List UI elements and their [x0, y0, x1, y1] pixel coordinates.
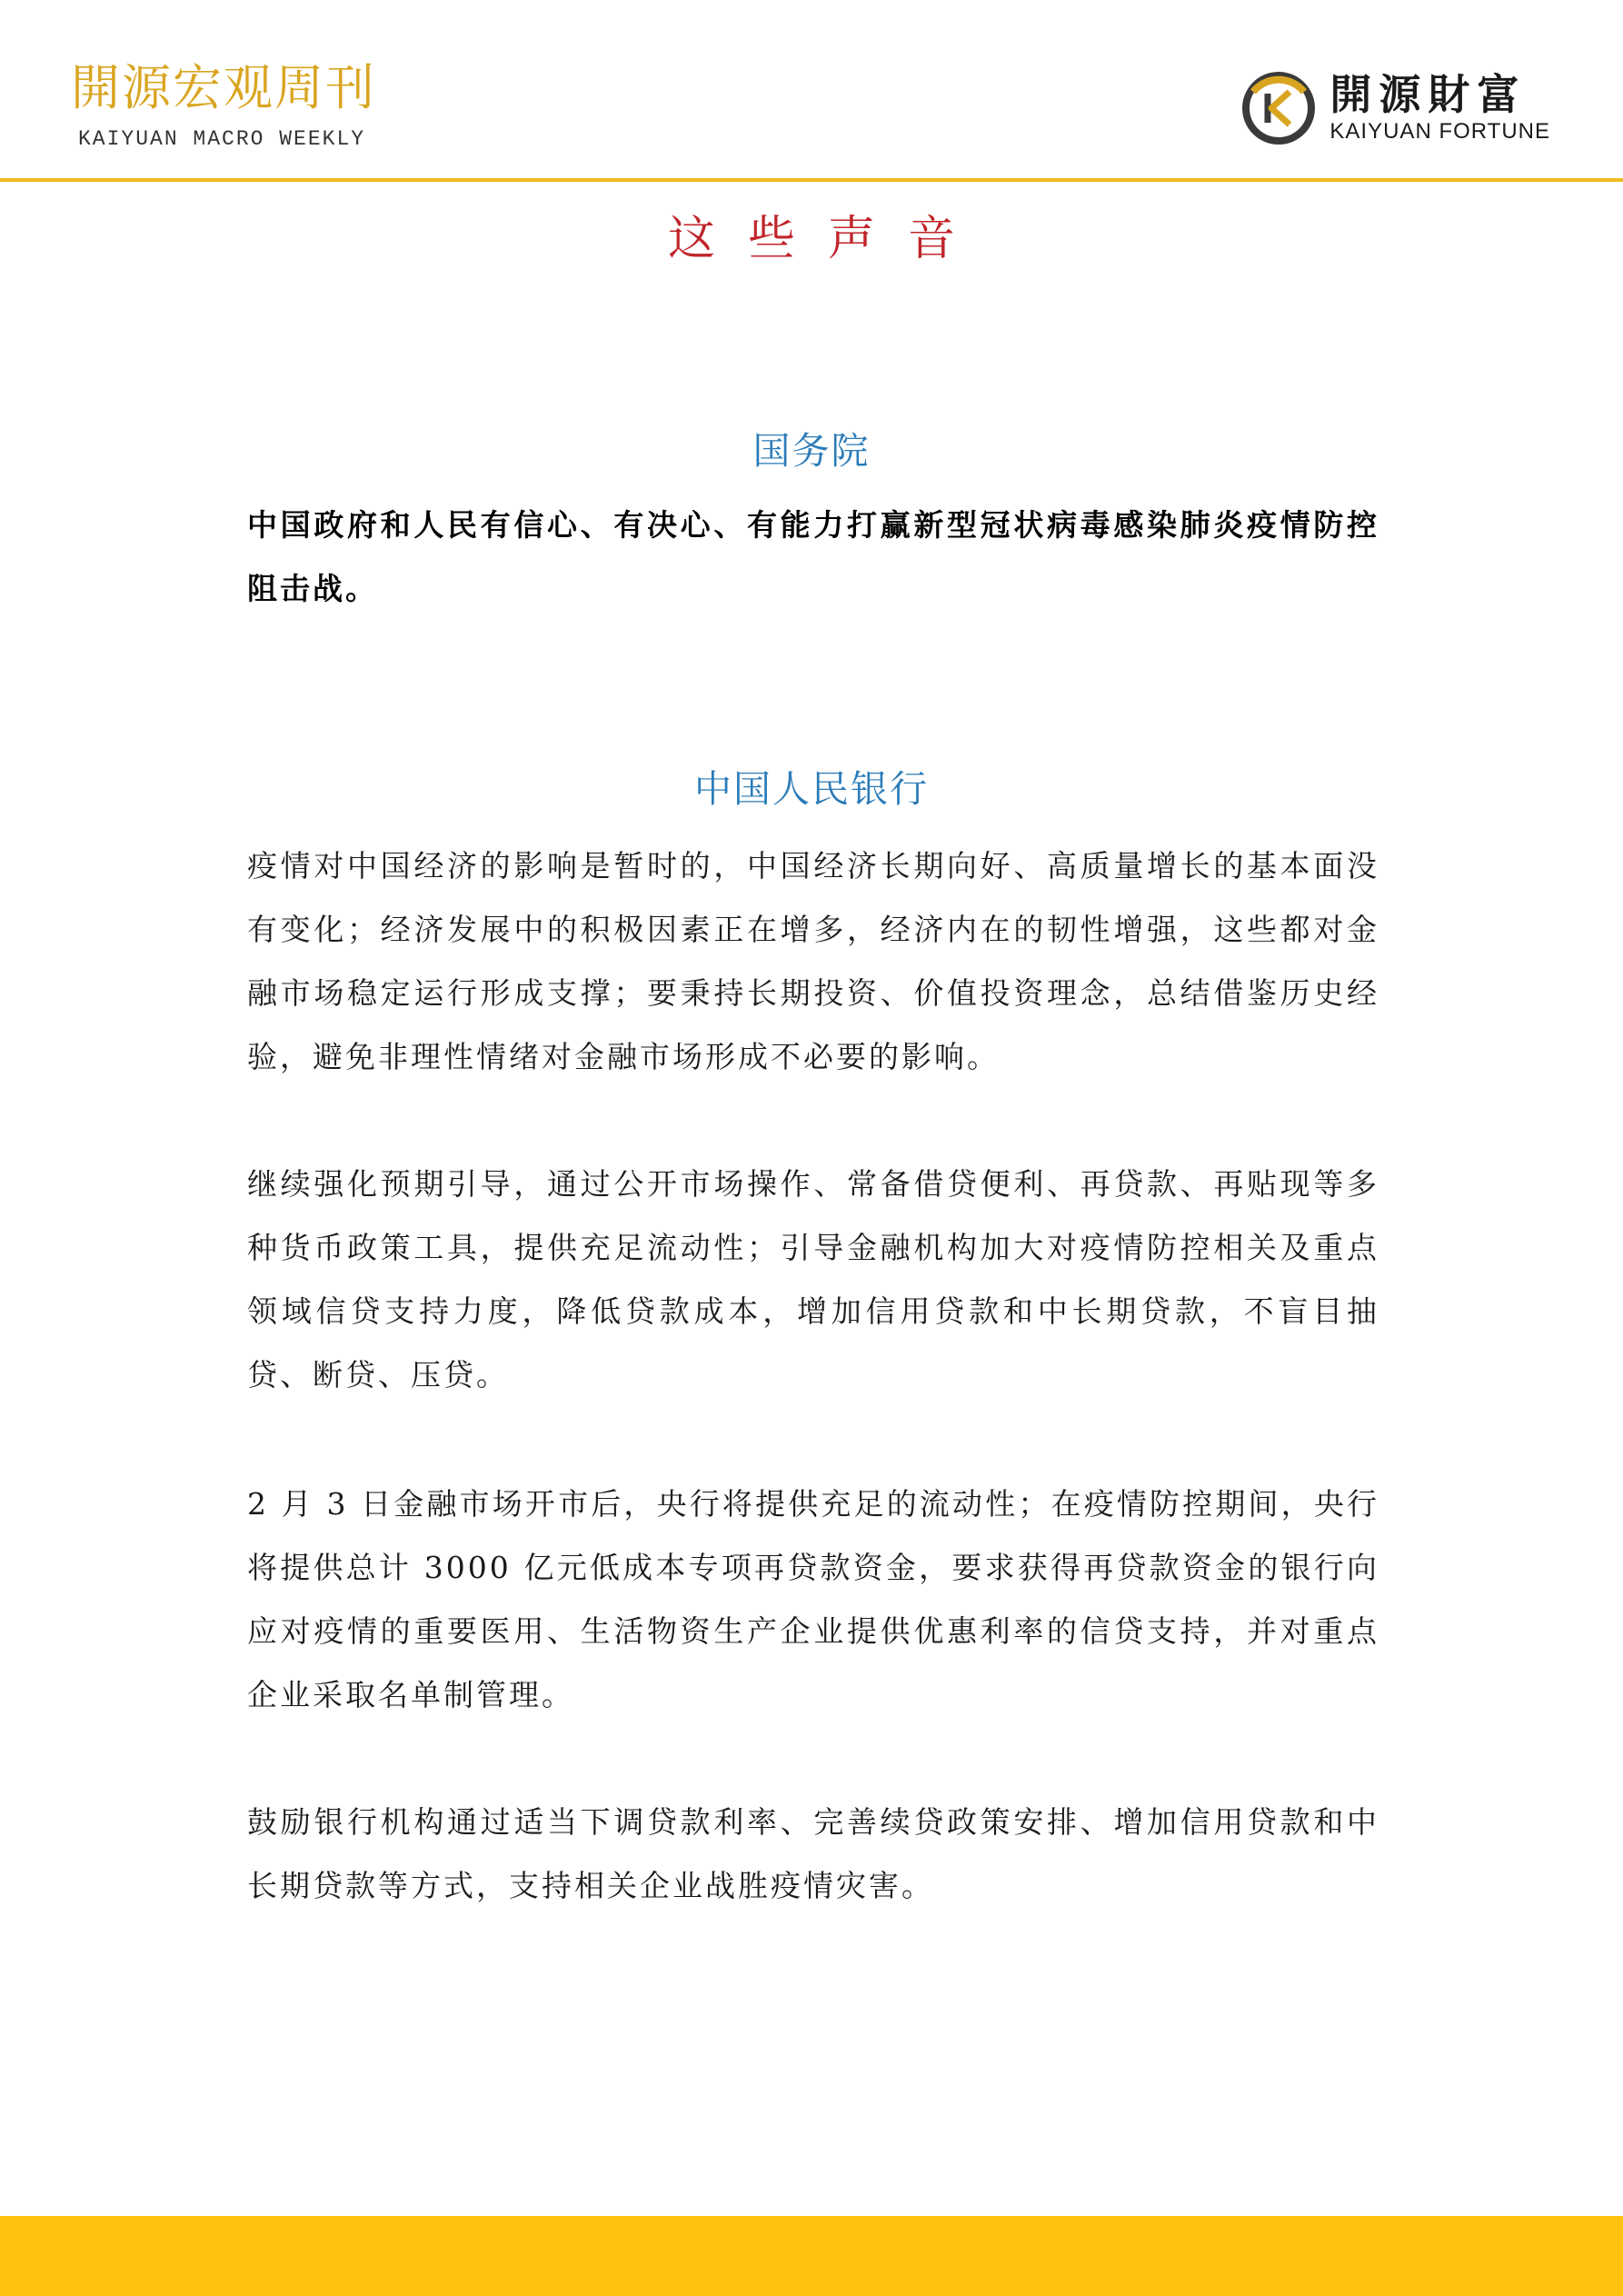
kaiyuan-k-logo-icon	[1240, 70, 1317, 146]
pboc-paragraph-4: 鼓励银行机构通过适当下调贷款利率、完善续贷政策安排、增加信用贷款和中长期贷款等方式，支持相关企业战胜疫情灾害。	[247, 1804, 1379, 1903]
page-title: 这些声音	[667, 212, 988, 266]
header-divider	[0, 178, 1623, 182]
state-council-statement: 中国政府和人民有信心、有决心、有能力打赢新型冠状病毒感染肺炎疫情防控阻击战。	[247, 507, 1379, 606]
brand-logo	[1240, 67, 1550, 149]
publication-subtitle: KAIYUAN MACRO WEEKLY	[78, 127, 366, 151]
publication-title: 開源宏观周刊	[71, 59, 376, 116]
pboc-paragraph-2: 继续强化预期引导，通过公开市场操作、常备借贷便利、再贷款、再贴现等多种货币政策工具，提供充足流动性；引导金融机构加大对疫情防控相关及重点领域信贷支持力度，降低贷款成本，增加信用贷款和中长期贷款，不盲目抽贷、断贷、压贷。	[247, 1166, 1379, 1393]
section-heading-state-council: 国务院	[752, 429, 871, 473]
footer-bar	[0, 2216, 1623, 2296]
section-heading-pboc: 中国人民银行	[694, 767, 929, 811]
pboc-paragraph-1: 疫情对中国经济的影响是暂时的，中国经济长期向好、高质量增长的基本面没有变化；经济发展中的积极因素正在增多，经济内在的韧性增强，这些都对金融市场稳定运行形成支撑；要秉持长期投资、价值投资理念，总结借鉴历史经验，避免非理性情绪对金融市场形成不必要的影响。	[247, 848, 1379, 1074]
brand-name-cn: 開源財富	[1329, 70, 1527, 119]
pboc-paragraph-3: 2 月 3 日金融市场开市后，央行将提供充足的流动性；在疫情防控期间，央行将提供总计 3000 亿元低成本专项再贷款资金，要求获得再贷款资金的银行向应对疫情的重要医用、生活物资生产企业提供优惠利率的信贷支持，并对重点企业采取名单制管理。	[247, 1486, 1379, 1712]
brand-name-en: KAIYUAN FORTUNE	[1329, 119, 1550, 144]
